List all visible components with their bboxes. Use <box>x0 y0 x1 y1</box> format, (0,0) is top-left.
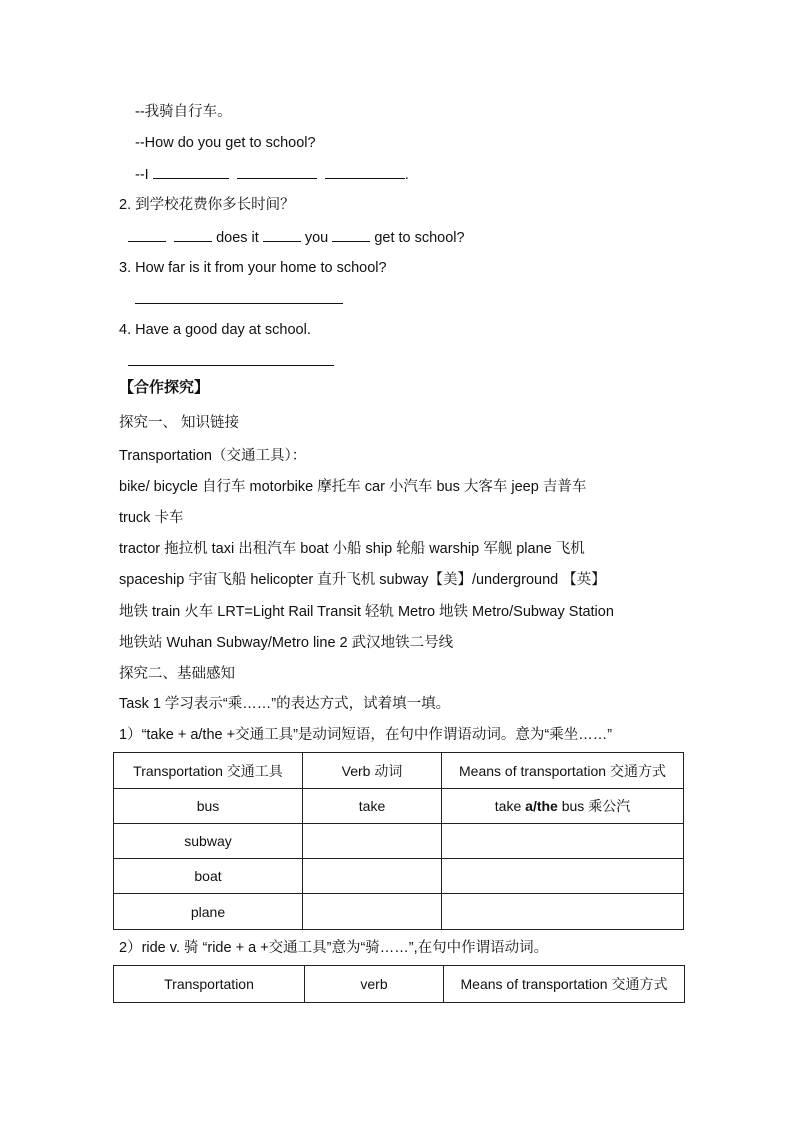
verb-cell[interactable] <box>303 824 442 859</box>
vocab-line: truck 卡车 <box>119 510 184 526</box>
means-text-bold: a/the <box>525 798 558 814</box>
question-3-label: 3. How far is it from your home to school? <box>119 260 387 276</box>
dialog-line-3 <box>135 164 409 185</box>
vocab-line: 地铁 train 火车 LRT=Light Rail Transit 轻轨 Metro 地铁 Metro/Subway Station <box>119 604 614 620</box>
means-text-post: bus 乘公汽 <box>557 798 631 814</box>
dialog-line-2: --How do you get to school? <box>135 135 316 151</box>
q2-word: get to school? <box>374 230 465 246</box>
table-header-cell: Means of transportation 交通方式 <box>444 966 685 1003</box>
section-title: 【合作探究】 <box>119 379 210 396</box>
question-4-answer-line <box>128 351 334 372</box>
table-header-cell: Transportation <box>114 966 305 1003</box>
transport-cell: boat <box>114 859 303 894</box>
transport-cell: subway <box>114 824 303 859</box>
transport-title: Transportation（交通工具）： <box>119 448 307 464</box>
vocab-line: spaceship 宇宙飞船 helicopter 直升飞机 subway【美】/underground 【英】 <box>119 572 606 588</box>
rule-2: 2）ride v. 骑 “ride + a +交通工具”意为“骑……”,在句中作谓语动词。 <box>119 940 549 956</box>
q2-word: does it <box>216 230 259 246</box>
vocab-line: tractor 拖拉机 taxi 出租汽车 boat 小船 ship 轮船 warship 军舰 plane 飞机 <box>119 541 585 557</box>
explore-2-title: 探究二、基础感知 <box>119 666 235 682</box>
table-header-cell: Verb 动词 <box>303 753 442 789</box>
table-row <box>114 789 684 824</box>
means-cell[interactable] <box>442 894 684 930</box>
means-cell[interactable] <box>442 859 684 894</box>
answer-blank[interactable] <box>325 164 405 179</box>
verb-cell[interactable] <box>303 859 442 894</box>
question-3-answer-line <box>135 289 343 310</box>
answer-blank[interactable] <box>128 351 334 366</box>
question-2-label: 2. 到学校花费你多长时间？ <box>119 197 295 213</box>
table-header-cell: Means of transportation 交通方式 <box>442 753 684 789</box>
table-row <box>114 824 684 859</box>
answer-blank[interactable] <box>174 227 212 242</box>
table-header-row <box>114 753 684 789</box>
question-2-answer-line <box>128 227 465 248</box>
transport-table-2 <box>113 965 685 1003</box>
question-4-label: 4. Have a good day at school. <box>119 322 311 338</box>
answer-blank[interactable] <box>153 164 229 179</box>
answer-blank[interactable] <box>332 227 370 242</box>
transport-cell: bus <box>114 789 303 824</box>
means-text-pre: take <box>494 798 526 814</box>
answer-blank[interactable] <box>263 227 301 242</box>
answer-blank[interactable] <box>135 289 343 304</box>
table-header-cell: verb <box>305 966 444 1003</box>
answer-blank[interactable] <box>237 164 317 179</box>
dialog-line-1: --我骑自行车。 <box>135 104 232 120</box>
answer-blank[interactable] <box>128 227 166 242</box>
means-cell[interactable] <box>442 824 684 859</box>
vocab-line: bike/ bicycle 自行车 motorbike 摩托车 car 小汽车 bus 大客车 jeep 吉普车 <box>119 479 587 495</box>
dialog-line-3-suffix: . <box>404 167 409 183</box>
q2-word: you <box>304 230 329 246</box>
task-1-title: Task 1 学习表示“乘……”的表达方式，试着填一填。 <box>119 696 451 712</box>
transport-cell: plane <box>114 894 303 930</box>
verb-cell[interactable] <box>303 894 442 930</box>
means-cell[interactable] <box>442 789 684 824</box>
table-row <box>114 894 684 930</box>
dialog-line-3-prefix: --I <box>135 167 149 183</box>
table-header-cell: Transportation 交通工具 <box>114 753 303 789</box>
transport-table-1 <box>113 752 684 930</box>
explore-1-title: 探究一、 知识链接 <box>119 415 240 431</box>
table-row <box>114 859 684 894</box>
table-header-row <box>114 966 685 1003</box>
rule-1: 1）“take + a/the +交通工具”是动词短语，在句中作谓语动词。意为“乘坐……” <box>119 727 613 743</box>
vocab-line: 地铁站 Wuhan Subway/Metro line 2 武汉地铁二号线 <box>119 635 454 651</box>
verb-cell[interactable]: take <box>303 789 442 824</box>
